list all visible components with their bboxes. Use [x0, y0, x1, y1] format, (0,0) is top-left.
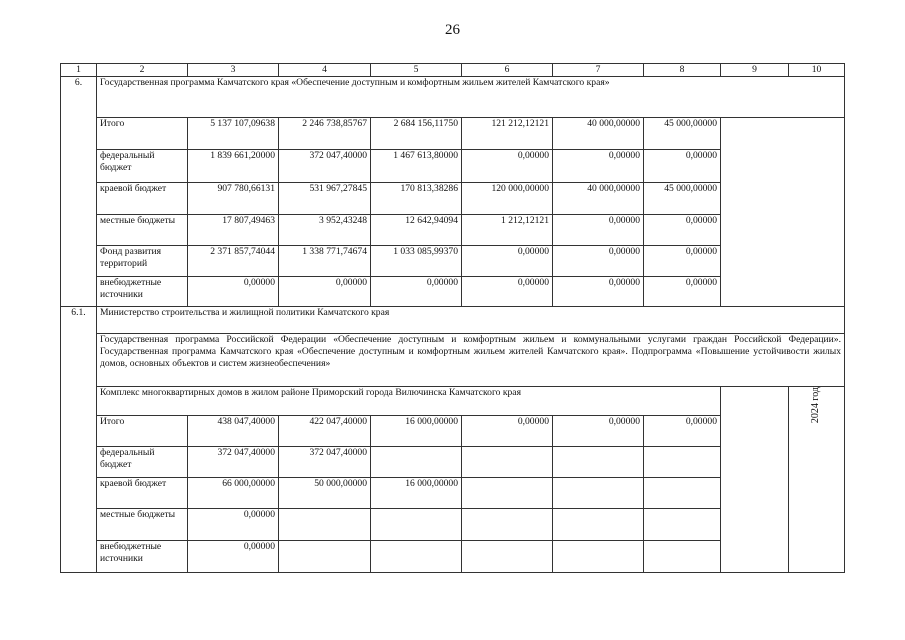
value-cell: 372 047,40000: [279, 149, 371, 182]
value-cell: 0,00000: [553, 214, 644, 245]
table-row: [61, 117, 845, 149]
value-cell: 0,00000: [644, 245, 721, 276]
value-cell: 1 033 085,99370: [371, 245, 462, 276]
year-label: 2024 год: [810, 386, 822, 424]
value-cell: 50 000,00000: [279, 477, 371, 508]
value-cell: 1 212,12121: [462, 214, 553, 245]
value-cell: 422 047,40000: [279, 415, 371, 446]
value-cell: 45 000,00000: [644, 117, 721, 149]
value-cell: 170 813,38286: [371, 182, 462, 214]
value-cell: 0,00000: [462, 149, 553, 182]
row-index: 6.1.: [61, 306, 97, 572]
column-number: 9: [721, 64, 789, 77]
value-cell: [371, 446, 462, 477]
value-cell: 372 047,40000: [279, 446, 371, 477]
funding-source-label: Итого: [97, 415, 188, 446]
value-cell: 2 371 857,74044: [188, 245, 279, 276]
value-cell: 0,00000: [371, 276, 462, 306]
value-cell: 45 000,00000: [644, 182, 721, 214]
value-cell: 17 807,49463: [188, 214, 279, 245]
program-description: Государственная программа Российской Федерации «Обеспечение доступным и комфортным жильем и коммунальными услугами граждан Российской Федерации». Государственная программа Камчатского края «Обеспечение доступным и комфортным жильем жителей Камчатского края». Подпрограмма «Повышение устойчивости жилых домов, основных объектов и систем жизнеобеспечения»: [97, 333, 845, 386]
funding-source-label: внебюджетные источники: [97, 276, 188, 306]
funding-source-label: местные бюджеты: [97, 508, 188, 540]
column-number: 1: [61, 64, 97, 77]
value-cell: [553, 540, 644, 572]
row-index: 6.: [61, 76, 97, 306]
value-cell: [462, 540, 553, 572]
ministry-row: [61, 306, 845, 333]
value-cell: 120 000,00000: [462, 182, 553, 214]
program-text-row: [61, 333, 845, 386]
column-number: 2: [97, 64, 188, 77]
value-cell: [553, 508, 644, 540]
value-cell: 531 967,27845: [279, 182, 371, 214]
value-cell: 0,00000: [553, 149, 644, 182]
value-cell: 0,00000: [644, 149, 721, 182]
value-cell: [462, 477, 553, 508]
column-number: 4: [279, 64, 371, 77]
value-cell: [462, 446, 553, 477]
year-cell: [789, 386, 845, 572]
value-cell: 0,00000: [553, 245, 644, 276]
funding-source-label: федеральный бюджет: [97, 149, 188, 182]
value-cell: [553, 477, 644, 508]
budget-table: [60, 63, 845, 573]
value-cell: 1 467 613,80000: [371, 149, 462, 182]
column-number: 8: [644, 64, 721, 77]
value-cell: 16 000,00000: [371, 477, 462, 508]
value-cell: [553, 446, 644, 477]
funding-source-label: Итого: [97, 117, 188, 149]
empty-cell: [721, 386, 789, 572]
value-cell: 0,00000: [553, 415, 644, 446]
value-cell: 0,00000: [644, 415, 721, 446]
value-cell: 0,00000: [188, 508, 279, 540]
page-number: 26: [445, 22, 460, 38]
ministry-name: Министерство строительства и жилищной политики Камчатского края: [97, 306, 845, 333]
value-cell: 121 212,12121: [462, 117, 553, 149]
funding-source-label: краевой бюджет: [97, 477, 188, 508]
value-cell: 438 047,40000: [188, 415, 279, 446]
program-title-row: [61, 76, 845, 117]
value-cell: 40 000,00000: [553, 117, 644, 149]
value-cell: 1 338 771,74674: [279, 245, 371, 276]
value-cell: 0,00000: [644, 276, 721, 306]
value-cell: [644, 446, 721, 477]
value-cell: [462, 508, 553, 540]
value-cell: [371, 540, 462, 572]
column-number: 5: [371, 64, 462, 77]
column-number: 10: [789, 64, 845, 77]
value-cell: 2 684 156,11750: [371, 117, 462, 149]
value-cell: [371, 508, 462, 540]
value-cell: 3 952,43248: [279, 214, 371, 245]
value-cell: 16 000,00000: [371, 415, 462, 446]
value-cell: 0,00000: [188, 276, 279, 306]
value-cell: [644, 477, 721, 508]
value-cell: 0,00000: [462, 245, 553, 276]
value-cell: [279, 508, 371, 540]
object-row: [61, 386, 845, 415]
funding-source-label: Фонд развития территорий: [97, 245, 188, 276]
value-cell: 0,00000: [644, 214, 721, 245]
column-numbers-row: [61, 64, 845, 77]
value-cell: [644, 540, 721, 572]
value-cell: 372 047,40000: [188, 446, 279, 477]
value-cell: [279, 540, 371, 572]
value-cell: 5 137 107,09638: [188, 117, 279, 149]
value-cell: 66 000,00000: [188, 477, 279, 508]
value-cell: 0,00000: [462, 276, 553, 306]
column-number: 7: [553, 64, 644, 77]
program-title: Государственная программа Камчатского края «Обеспечение доступным и комфортным жильем жителей Камчатского края»: [97, 76, 845, 117]
value-cell: 0,00000: [462, 415, 553, 446]
value-cell: 1 839 661,20000: [188, 149, 279, 182]
funding-source-label: местные бюджеты: [97, 214, 188, 245]
funding-source-label: краевой бюджет: [97, 182, 188, 214]
value-cell: 12 642,94094: [371, 214, 462, 245]
value-cell: 907 780,66131: [188, 182, 279, 214]
value-cell: 2 246 738,85767: [279, 117, 371, 149]
value-cell: 0,00000: [553, 276, 644, 306]
value-cell: 0,00000: [279, 276, 371, 306]
empty-cell: [721, 117, 845, 306]
value-cell: 0,00000: [188, 540, 279, 572]
value-cell: 40 000,00000: [553, 182, 644, 214]
object-name: Комплекс многоквартирных домов в жилом районе Приморский города Вилючинска Камчатского края: [97, 386, 721, 415]
funding-source-label: федеральный бюджет: [97, 446, 188, 477]
funding-source-label: внебюджетные источники: [97, 540, 188, 572]
column-number: 3: [188, 64, 279, 77]
column-number: 6: [462, 64, 553, 77]
value-cell: [644, 508, 721, 540]
